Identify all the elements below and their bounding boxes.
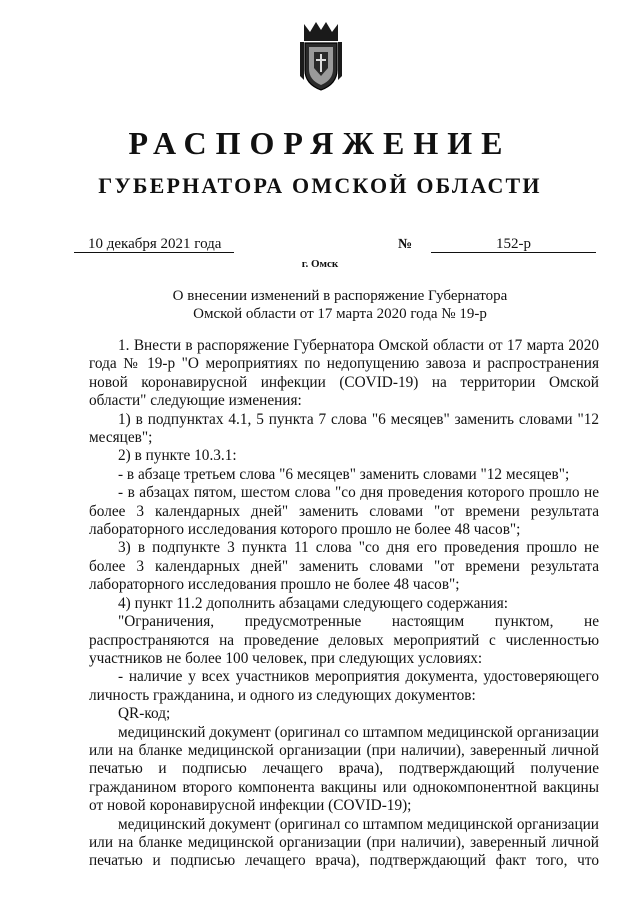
document-subject (0, 287, 640, 323)
number-label: № (398, 237, 413, 252)
paragraph: медицинский документ (оригинал со штампом медицинской организации или на бланке медицинской организации (при наличии), заверенный личной печатью и подписью лечащего врача), подтверждающий факт того, что (89, 815, 599, 870)
paragraph: 2) в пункте 10.3.1: (118, 447, 237, 465)
paragraph: 1) в подпунктах 4.1, 5 пункта 7 слова "6 месяцев" заменить словами "12 месяцев"; (89, 410, 599, 447)
paragraph: медицинский документ (оригинал со штампом медицинской организации или на бланке медицинской организации (при наличии), заверенный личной печатью и подписью лечащего врача), подтверждающий получение гражданином второго компонента вакцины или однокомпонентной вакцины от новой коронавирусной инфекции (COVID-19); (89, 723, 599, 815)
document-body (89, 337, 599, 871)
document-date: 10 декабря 2021 года (74, 236, 234, 253)
subject-line: О внесении изменений в распоряжение Губернатора (172, 288, 508, 304)
document-title: РАСПОРЯЖЕНИЕ (128, 125, 512, 161)
coat-of-arms-icon (296, 20, 346, 92)
paragraph: - в абзаце третьем слова "6 месяцев" заменить словами "12 месяцев"; (118, 465, 570, 483)
paragraph: QR-код; (118, 705, 171, 723)
subject-line: Омской области от 17 марта 2020 года № 19-р (193, 306, 487, 322)
city: г. Омск (301, 258, 339, 270)
document-number: 152-р (431, 236, 596, 253)
paragraph: - в абзацах пятом, шестом слова "со дня проведения которого прошло не более 3 календарных дней" заменить словами "от времени результата лабораторного исследования которого прошло не более 48 часов"; (89, 484, 599, 539)
paragraph: 3) в подпункте 3 пункта 11 слова "со дня его проведения прошло не более 3 календарных дней" заменить словами "от времени результата лабораторного исследования прошло не более 48 часов"; (89, 539, 599, 594)
paragraph: - наличие у всех участников мероприятия документа, удостоверяющего личность гражданина, и одного из следующих документов: (89, 668, 599, 704)
document-subtitle: ГУБЕРНАТОРА ОМСКОЙ ОБЛАСТИ (98, 173, 542, 198)
paragraph: 4) пункт 11.2 дополнить абзацами следующего содержания: (118, 594, 509, 612)
paragraph: 1. Внести в распоряжение Губернатора Омской области от 17 марта 2020 года № 19-р "О мероприятиях по недопущению завоза и распространения новой коронавирусной инфекции (COVID-19) на территории Омской области" следующие изменения: (89, 337, 599, 410)
paragraph: "Ограничения, предусмотренные настоящим пунктом, не распространяются на проведение деловых мероприятий с численностью участников не более 100 человек, при следующих условиях: (89, 613, 599, 667)
